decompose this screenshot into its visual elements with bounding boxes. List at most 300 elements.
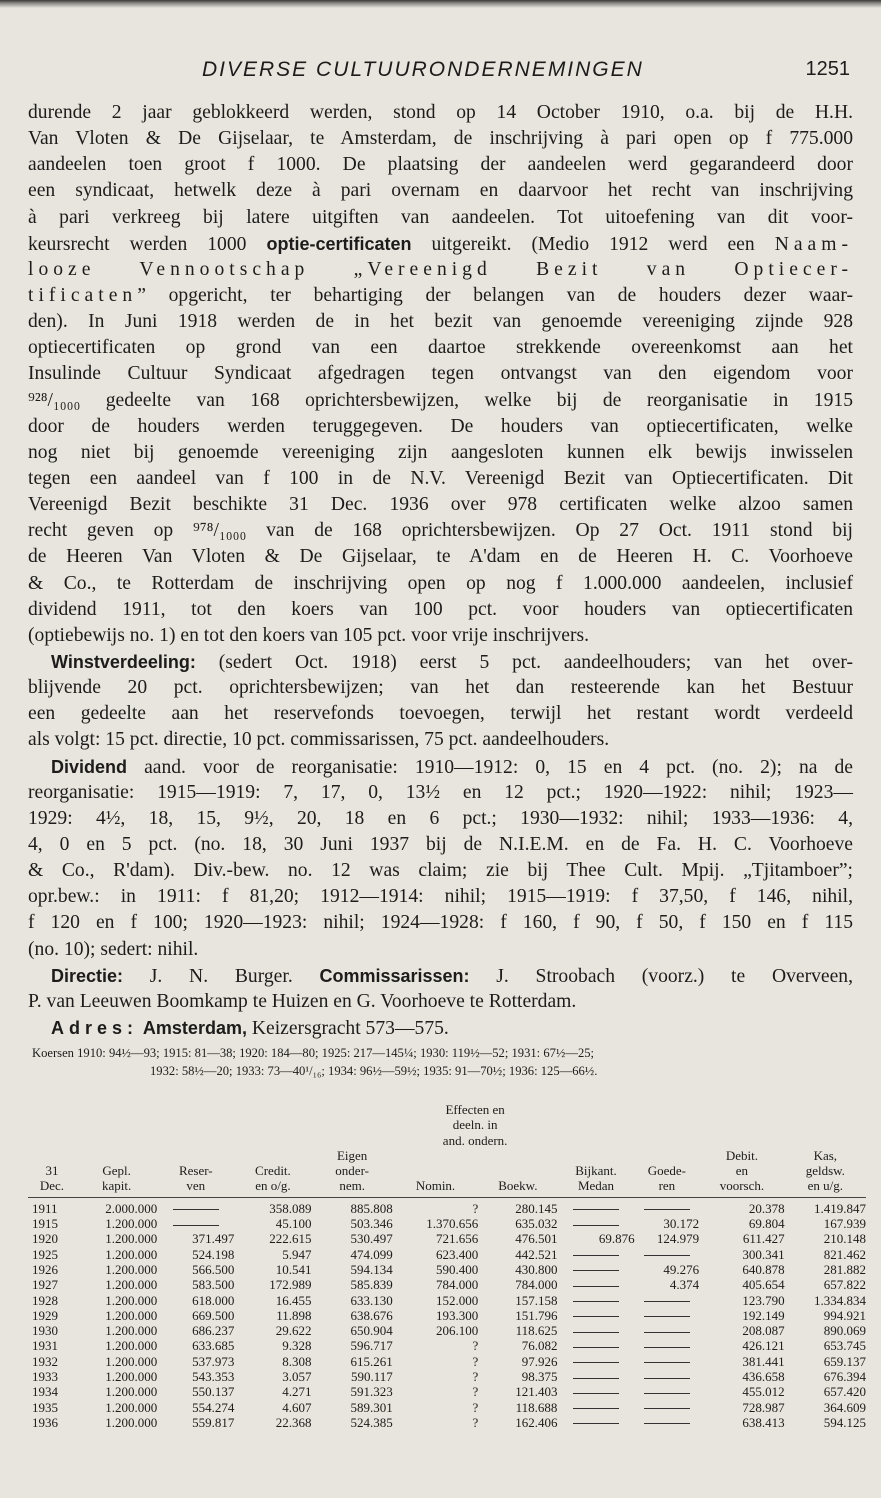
value-cell: 1.200.000 [105, 1292, 158, 1308]
year-cell: 1936 [32, 1414, 58, 1430]
text-line [28, 937, 853, 963]
year-cell: 1911 [32, 1200, 58, 1216]
text-line [28, 309, 853, 335]
value-cell: 784.000 [515, 1277, 558, 1293]
value-cell: 638.676 [350, 1307, 393, 1323]
column-header: Credit. en o/g. [234, 1148, 311, 1197]
header-row [28, 1148, 866, 1197]
value-cell: 69.804 [748, 1216, 785, 1232]
value-cell: ? [472, 1384, 479, 1400]
text-segment: (optiebewijs no. 1) en tot den koers van 105 pct. voor vrije inschrijvers. [28, 624, 590, 646]
dash-cell [635, 1354, 700, 1369]
col-header [157, 1102, 234, 1148]
dash-mark [644, 1408, 690, 1409]
dash-mark [573, 1225, 619, 1226]
value-cell: 10.541 [275, 1261, 312, 1277]
col-header [785, 1102, 866, 1148]
text-line [28, 466, 853, 492]
dash-cell [557, 1293, 634, 1308]
year-cell: 1930 [32, 1323, 58, 1339]
value-cell: ? [472, 1200, 479, 1216]
value-cell: 659.137 [823, 1353, 866, 1369]
value-cell: 300.341 [742, 1246, 785, 1262]
value-cell: 1.200.000 [105, 1307, 158, 1323]
value-cell: 1.200.000 [105, 1277, 158, 1293]
dash-cell [635, 1323, 700, 1338]
value-cell: ? [472, 1399, 479, 1415]
text-segment: tificaten [28, 284, 138, 306]
col-header [76, 1102, 157, 1148]
dash-cell [157, 1216, 234, 1231]
year-cell: 1933 [32, 1369, 58, 1385]
column-header: Nomin. [393, 1148, 478, 1197]
value-cell: 1.200.000 [105, 1261, 158, 1277]
dash-cell [157, 1197, 234, 1216]
year-cell: 1925 [32, 1246, 58, 1262]
dash-mark [644, 1347, 690, 1348]
text-segment: recht geven op ⁹⁷⁸/₁₀₀₀ van de 168 oprichtersbewijzen. Op 27 Oct. 1911 stond bij [28, 520, 853, 542]
value-cell: 524.385 [350, 1414, 393, 1430]
text-line [28, 100, 853, 126]
value-cell: 589.301 [350, 1399, 393, 1415]
value-cell: 152.000 [435, 1292, 479, 1308]
text-line [28, 492, 853, 518]
value-cell: 222.615 [269, 1231, 312, 1247]
value-cell: 591.323 [350, 1384, 393, 1400]
value-cell: 1.200.000 [105, 1338, 158, 1354]
value-cell: 638.413 [742, 1414, 785, 1430]
dash-mark [573, 1423, 619, 1424]
page-number: 1251 [805, 58, 850, 80]
value-cell: 210.148 [823, 1231, 866, 1247]
dash-mark [573, 1316, 619, 1317]
table-row [28, 1354, 866, 1369]
dash-cell [557, 1308, 634, 1323]
dash-cell [635, 1369, 700, 1384]
text-segment: (sedert Oct. 1918) eerst 5 pct. aandeelhouders; van het over- [195, 651, 853, 673]
value-cell: 157.158 [515, 1292, 558, 1308]
dash-cell [635, 1293, 700, 1308]
value-cell: 890.069 [823, 1323, 866, 1339]
text-segment: als volgt: 15 pct. directie, 10 pct. commissarissen, 75 pct. aandeelhouders. [28, 729, 610, 751]
value-cell: 381.441 [742, 1353, 785, 1369]
text-segment: aandeelen toen groot f 1000. De plaatsing der aandeelen werd gegarandeerd door [28, 154, 853, 176]
column-header: Kas, geldsw. en u/g. [785, 1148, 866, 1197]
dash-cell [635, 1400, 700, 1415]
value-cell: 657.420 [823, 1384, 866, 1400]
value-cell: 193.300 [435, 1307, 479, 1323]
value-cell: 503.346 [350, 1216, 393, 1232]
value-cell: 123.790 [742, 1292, 785, 1308]
value-cell: ? [472, 1414, 479, 1430]
text-segment: 1929: 4½, 18, 15, 9½, 20, 18 en 6 pct.; 1930—1932: nihil; 1933—1936: 4, [28, 807, 853, 829]
text-line [28, 597, 853, 623]
year-cell: 1935 [32, 1399, 58, 1415]
table-body [28, 1197, 866, 1430]
value-cell: 618.000 [192, 1292, 235, 1308]
table-row [28, 1197, 866, 1216]
text-segment: aand. voor de reorganisatie: 1910—1912: 0, 15 en 4 pct. (no. 2); na de [127, 756, 853, 778]
text-line [28, 205, 853, 231]
text-line [28, 675, 853, 701]
value-cell: 594.134 [350, 1261, 393, 1277]
value-cell: 364.609 [823, 1399, 866, 1415]
bold-term: Directie: [51, 965, 124, 986]
year-cell: 1931 [32, 1338, 58, 1354]
dash-cell [635, 1384, 700, 1399]
text-line [28, 623, 853, 649]
dash-mark [573, 1408, 619, 1409]
value-cell: 543.353 [192, 1369, 235, 1385]
value-cell: 566.500 [192, 1261, 235, 1277]
value-cell: 124.979 [656, 1231, 700, 1247]
koersen-line-1: Koersen 1910: 94½—93; 1915: 81—38; 1920: 184—80; 1925: 217—145¼; 1930: 119½—52; 1931: 67½—25; [32, 1046, 595, 1060]
text-line [28, 649, 853, 675]
page-edge-shadow [0, 0, 881, 8]
value-cell: 16.455 [275, 1292, 312, 1308]
text-line [28, 414, 853, 440]
value-cell: 172.989 [269, 1277, 312, 1293]
value-cell: 371.497 [192, 1231, 235, 1247]
value-cell: 8.308 [282, 1353, 312, 1369]
column-header: Gepl. kapit. [76, 1148, 157, 1197]
text-line [28, 335, 853, 361]
value-cell: 358.089 [269, 1200, 312, 1216]
dash-cell [557, 1384, 634, 1399]
dash-mark [644, 1393, 690, 1394]
dash-mark [573, 1209, 619, 1210]
dash-cell [557, 1262, 634, 1277]
text-line [28, 910, 853, 936]
value-cell: 4.271 [282, 1384, 312, 1400]
table-row [28, 1323, 866, 1338]
value-cell: 29.622 [275, 1323, 312, 1339]
year-cell: 1915 [32, 1216, 58, 1232]
col-header [635, 1102, 700, 1148]
value-cell: 590.117 [351, 1369, 393, 1385]
col-header [28, 1102, 76, 1148]
value-cell: 653.745 [823, 1338, 866, 1354]
effecten-header: Effecten en deeln. in and. ondern. [442, 1102, 508, 1148]
bold-term: Dividend [51, 756, 128, 777]
text-line [28, 989, 853, 1015]
dash-cell [635, 1247, 700, 1262]
value-cell: 151.796 [515, 1307, 558, 1323]
column-header: Reser- ven [157, 1148, 234, 1197]
value-cell: 657.822 [823, 1277, 866, 1293]
value-cell: 885.808 [350, 1200, 393, 1216]
value-cell: 721.656 [435, 1231, 479, 1247]
text-line [28, 701, 853, 727]
value-cell: 426.121 [742, 1338, 785, 1354]
text-segment: à pari verkreeg bij latere uitgiften van aandeelen. Tot uitoefening van dit voor- [28, 206, 853, 228]
text-segment: Keizersgracht 573—575. [246, 1017, 449, 1039]
text-line [28, 257, 853, 283]
value-cell: 585.839 [350, 1277, 393, 1293]
text-segment: den). In Juni 1918 werden de in het bezit van genoemde vereeniging zijnde 928 [28, 311, 853, 333]
col-header [557, 1102, 634, 1148]
text-segment: dividend 1911, tot den koers van 100 pct. voor houders van optiecertificaten [28, 598, 853, 620]
value-cell: 537.973 [192, 1353, 235, 1369]
dash-mark [573, 1393, 619, 1394]
text-line [28, 963, 853, 989]
table-row [28, 1247, 866, 1262]
dash-mark [573, 1347, 619, 1348]
text-segment: & Co., te Rotterdam de inschrijving open op nog f 1.000.000 aandeelen, inclusief [28, 572, 853, 594]
value-cell: 11.898 [276, 1307, 312, 1323]
year-cell: 1926 [32, 1261, 58, 1277]
text-segment: f 120 en f 100; 1920—1923: nihil; 1924—1928: f 160, f 90, f 50, f 150 en f 115 [28, 912, 853, 934]
column-header: Boekw. [478, 1148, 557, 1197]
text-segment: opr.bew.: in 1911: f 81,20; 1912—1914: nihil; 1915—1919: f 37,50, f 146, nihil, [28, 886, 853, 908]
dash-mark [573, 1378, 619, 1379]
value-cell: 623.400 [435, 1246, 479, 1262]
value-cell: 22.368 [275, 1414, 312, 1430]
text-line [28, 388, 853, 414]
text-line [28, 361, 853, 387]
text-segment: een syndicaat, hetwelk deze à pari overnam en daarvoor het recht van inschrijving [28, 180, 853, 202]
value-cell: 76.082 [521, 1338, 558, 1354]
text-segment: de Heeren Van Vloten & De Gijselaar, te A'dam en de Heeren H. C. Voorhoeve [28, 546, 853, 568]
value-cell: ? [472, 1369, 479, 1385]
value-cell: 167.939 [823, 1216, 866, 1232]
col-header [311, 1102, 392, 1148]
text-segment: een gedeelte aan het reservefonds toevoegen, terwijl het restant wordt verdeeld [28, 703, 853, 725]
bold-term: Commissarissen: [319, 965, 470, 986]
dash-mark [644, 1378, 690, 1379]
text-segment: looze Vennootschap „Vereenigd Bezit van Optiecer- [28, 258, 853, 280]
dash-mark [173, 1209, 219, 1210]
value-cell: 1.200.000 [105, 1369, 158, 1385]
text-segment: ⁹²⁸/₁₀₀₀ gedeelte van 168 oprichtersbewijzen, welke bij de reorganisatie in 1915 [28, 389, 853, 411]
text-segment: Van Vloten & De Gijselaar, te Amsterdam, de inschrijving à pari open op f 775.000 [28, 128, 853, 150]
text-line [28, 1015, 853, 1041]
dash-mark [573, 1270, 619, 1271]
text-line [28, 858, 853, 884]
value-cell: 474.099 [350, 1246, 393, 1262]
value-cell: 1.200.000 [105, 1246, 158, 1262]
value-cell: 30.172 [663, 1216, 700, 1232]
col-header [699, 1102, 784, 1148]
value-cell: 4.374 [669, 1277, 700, 1293]
value-cell: 669.500 [192, 1307, 235, 1323]
value-cell: 559.817 [192, 1414, 235, 1430]
value-cell: 994.921 [823, 1307, 866, 1323]
value-cell: 4.607 [282, 1399, 312, 1415]
text-line [28, 518, 853, 544]
text-line [28, 780, 853, 806]
table-row [28, 1308, 866, 1323]
value-cell: 3.057 [282, 1369, 312, 1385]
value-cell: ? [472, 1338, 479, 1354]
text-segment: (no. 10); sedert: nihil. [28, 938, 199, 960]
value-cell: 650.904 [350, 1323, 393, 1339]
text-segment: optiecertificaten op grond van een daartoe strekkende overeenkomst aan het [28, 337, 853, 359]
value-cell: 640.878 [742, 1261, 785, 1277]
value-cell: 1.200.000 [105, 1216, 158, 1232]
dash-cell [557, 1415, 634, 1430]
value-cell: 633.685 [192, 1338, 235, 1354]
value-cell: 405.654 [742, 1277, 785, 1293]
dash-cell [557, 1247, 634, 1262]
dash-cell [557, 1354, 634, 1369]
table-row [28, 1216, 866, 1231]
text-line [28, 283, 853, 309]
text-line [28, 832, 853, 858]
body-text [28, 100, 853, 1041]
value-cell: 1.200.000 [105, 1384, 158, 1400]
table-row [28, 1369, 866, 1384]
text-segment: nog niet bij genoemde vereeniging zijn aangesloten kunnen elk bewijs inwisselen [28, 441, 853, 463]
value-cell: 69.876 [598, 1231, 635, 1247]
text-segment: J. N. Burger. [123, 965, 320, 987]
column-header: Debit. en voorsch. [699, 1148, 784, 1197]
dash-cell [635, 1415, 700, 1430]
value-cell: 594.125 [823, 1414, 866, 1430]
text-segment: keursrecht werden 1000 [28, 233, 267, 255]
bold-term: Amsterdam, [142, 1017, 247, 1038]
running-title: DIVERSE CULTUURONDERNEMINGEN [202, 58, 644, 81]
value-cell: 98.375 [521, 1369, 558, 1385]
value-cell: 45.100 [275, 1216, 312, 1232]
value-cell: 550.137 [192, 1384, 235, 1400]
value-cell: 686.237 [192, 1323, 235, 1339]
column-header: Goede- ren [635, 1148, 700, 1197]
text-line [28, 806, 853, 832]
dash-mark [173, 1225, 219, 1226]
col-header [234, 1102, 311, 1148]
text-segment: uitgereikt. (Medio 1912 werd een [411, 233, 775, 255]
financial-table [28, 1102, 866, 1430]
dash-mark [644, 1255, 690, 1256]
year-cell: 1920 [32, 1231, 58, 1247]
table-row [28, 1384, 866, 1399]
dash-mark [573, 1362, 619, 1363]
column-header: 31 Dec. [28, 1148, 76, 1197]
text-segment: reorganisatie: 1915—1919: 7, 17, 0, 13½ en 12 pct.; 1920—1922: nihil; 1923— [28, 781, 853, 803]
dash-mark [644, 1332, 690, 1333]
value-cell: 590.400 [435, 1261, 479, 1277]
text-segment: P. van Leeuwen Boomkamp te Huizen en G. Voorhoeve te Rotterdam. [28, 990, 577, 1012]
dash-cell [635, 1338, 700, 1353]
value-cell: 162.406 [515, 1414, 558, 1430]
value-cell: 121.403 [515, 1384, 558, 1400]
value-cell: 206.100 [435, 1323, 479, 1339]
value-cell: 1.419.847 [814, 1200, 866, 1216]
value-cell: 476.501 [515, 1231, 558, 1247]
text-segment: Naam- [774, 233, 853, 255]
dash-mark [573, 1255, 619, 1256]
bold-term: optie-certificaten [266, 233, 412, 254]
value-cell: 436.658 [742, 1369, 785, 1385]
dash-mark [644, 1316, 690, 1317]
value-cell: 1.200.000 [105, 1353, 158, 1369]
table-row [28, 1400, 866, 1415]
text-line [28, 152, 853, 178]
year-cell: 1934 [32, 1384, 58, 1400]
table-row [28, 1415, 866, 1430]
bold-term: Adres: [51, 1017, 139, 1038]
text-line [28, 440, 853, 466]
table-row [28, 1231, 866, 1246]
year-cell: 1927 [32, 1277, 58, 1293]
value-cell: 118.625 [515, 1323, 558, 1339]
value-cell: 784.000 [435, 1277, 479, 1293]
dash-mark [644, 1362, 690, 1363]
dash-mark [573, 1332, 619, 1333]
text-segment: Vereenigd Bezit beschikte 31 Dec. 1936 over 978 certificaten welke alzoo samen [28, 494, 853, 516]
table-row [28, 1293, 866, 1308]
text-line [28, 571, 853, 597]
value-cell: 442.521 [515, 1246, 558, 1262]
koersen-line-2: 1932: 58½—20; 1933: 73—40¹/₁₆; 1934: 96½—59½; 1935: 91—70½; 1936: 125—66½. [150, 1064, 598, 1078]
table-row [28, 1262, 866, 1277]
value-cell: 596.717 [350, 1338, 393, 1354]
dash-cell [635, 1308, 700, 1323]
value-cell: 97.926 [521, 1353, 558, 1369]
table-row [28, 1338, 866, 1353]
value-cell: 611.427 [742, 1231, 785, 1247]
value-cell: 281.882 [823, 1261, 866, 1277]
dash-cell [635, 1197, 700, 1216]
dash-mark [573, 1301, 619, 1302]
text-line [28, 126, 853, 152]
text-segment: durende 2 jaar geblokkeerd werden, stond op 14 October 1910, o.a. bij de H.H. [28, 102, 853, 123]
value-cell: 635.032 [515, 1216, 558, 1232]
value-cell: 554.274 [192, 1399, 235, 1415]
text-segment: & Co., R'dam). Div.-bew. no. 12 was claim; zie bij Thee Cult. Mpij. „Tjitamboer”; [28, 860, 853, 882]
value-cell: 20.378 [748, 1200, 785, 1216]
dash-cell [557, 1400, 634, 1415]
value-cell: 1.200.000 [105, 1399, 158, 1415]
value-cell: 728.987 [742, 1399, 785, 1415]
text-line [28, 544, 853, 570]
text-segment: Insulinde Cultuur Syndicaat afgedragen tegen ontvangst van den eigendom voor [28, 363, 853, 385]
page-header [54, 58, 850, 88]
year-cell: 1929 [32, 1307, 58, 1323]
column-header: Bijkant. Medan [557, 1148, 634, 1197]
value-cell: 1.370.656 [426, 1216, 479, 1232]
dash-mark [573, 1286, 619, 1287]
text-segment: J. Stroobach (voorz.) te Overveen, [469, 965, 853, 987]
value-cell: 5.947 [282, 1246, 312, 1262]
dash-mark [644, 1301, 690, 1302]
value-cell: 430.800 [515, 1261, 558, 1277]
dash-cell [557, 1216, 634, 1231]
value-cell: 821.462 [823, 1246, 866, 1262]
dash-mark [644, 1423, 690, 1424]
table-row [28, 1277, 866, 1292]
value-cell: 9.328 [282, 1338, 312, 1354]
year-cell: 1928 [32, 1292, 58, 1308]
text-segment: ” opgericht, ter behartiging der belangen van de houders dezer waar- [137, 284, 853, 306]
text-line [28, 178, 853, 204]
value-cell: 1.334.834 [814, 1292, 866, 1308]
value-cell: 1.200.000 [105, 1323, 158, 1339]
dash-cell [557, 1323, 634, 1338]
value-cell: ? [472, 1353, 479, 1369]
dash-cell [557, 1338, 634, 1353]
text-segment: 4, 0 en 5 pct. (no. 18, 30 Juni 1937 bij de N.I.E.M. en de Fa. H. C. Voorhoeve [28, 833, 853, 855]
column-header: Eigen onder- nem. [311, 1148, 392, 1197]
dash-cell [557, 1277, 634, 1292]
dash-cell [557, 1197, 634, 1216]
value-cell: 2.000.000 [105, 1200, 158, 1216]
value-cell: 192.149 [742, 1307, 785, 1323]
value-cell: 208.087 [742, 1323, 785, 1339]
text-line [28, 884, 853, 910]
value-cell: 633.130 [350, 1292, 393, 1308]
